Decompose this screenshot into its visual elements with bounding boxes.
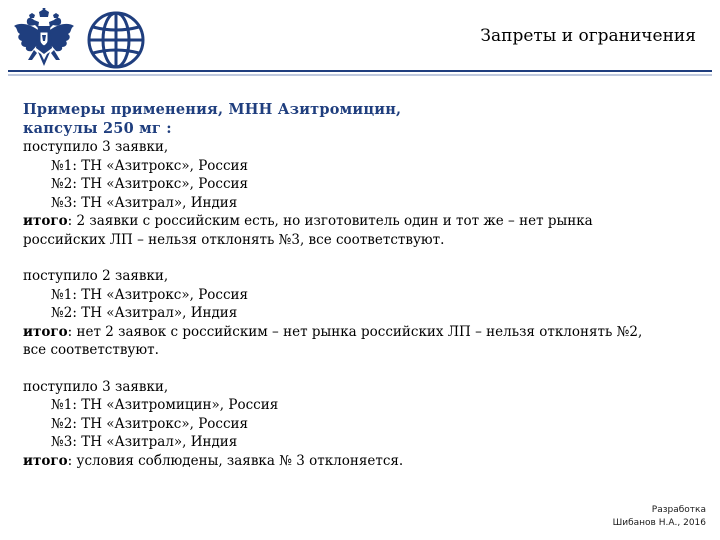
main-content — [23, 100, 703, 470]
list-item: №1: ТН «Азитромицин», Россия — [51, 397, 279, 413]
footer-line: Шибанов Н.А., 2016 — [612, 518, 706, 528]
page-title: Запреты и ограничения — [480, 26, 696, 46]
section-heading — [23, 100, 703, 138]
list-item: №3: ТН «Азитрал», Индия — [51, 194, 238, 211]
example-block — [23, 267, 703, 360]
list-item: №2: ТН «Азитрокс», Россия — [51, 415, 249, 432]
block-intro: поступило 3 заявки, — [23, 378, 169, 395]
list-item: №2: ТН «Азитрокс», Россия — [51, 176, 249, 192]
result-line — [23, 452, 703, 471]
result-line: все соответствуют. — [23, 342, 159, 358]
header-divider — [8, 64, 712, 74]
footer-line: Разработка — [651, 505, 706, 515]
list-item: №2: ТН «Азитрал», Индия — [51, 305, 238, 321]
example-block — [23, 378, 703, 471]
result-label: итого — [23, 323, 68, 340]
block-intro: поступило 3 заявки, — [23, 139, 169, 155]
result-label: итого — [23, 213, 68, 229]
result-line: российских ЛП – нельзя отклонять №3, все соответствуют. — [23, 231, 445, 248]
example-block — [23, 138, 703, 249]
footer-credit — [613, 504, 706, 530]
list-item: №3: ТН «Азитрал», Индия — [51, 434, 238, 450]
heading-line: капсулы 250 мг : — [23, 120, 172, 137]
russian-eagle-emblem-icon — [12, 8, 76, 72]
list-item: №1: ТН «Азитрокс», Россия — [51, 286, 249, 303]
result-line — [23, 323, 703, 342]
globe-emblem-icon — [84, 8, 148, 72]
result-text: : нет 2 заявок с российским – нет рынка российских ЛП – нельзя отклонять №2, — [67, 323, 643, 340]
list-item: №1: ТН «Азитрокс», Россия — [51, 157, 249, 174]
heading-line: Примеры применения, МНН Азитромицин, — [23, 101, 402, 118]
result-label: итого — [23, 452, 68, 469]
result-text: : условия соблюдены, заявка № 3 отклоняется. — [67, 452, 404, 469]
block-intro: поступило 2 заявки, — [23, 268, 169, 284]
result-text: : 2 заявки с российским есть, но изготовитель один и тот же – нет рынка — [67, 213, 593, 229]
result-line — [23, 212, 703, 231]
